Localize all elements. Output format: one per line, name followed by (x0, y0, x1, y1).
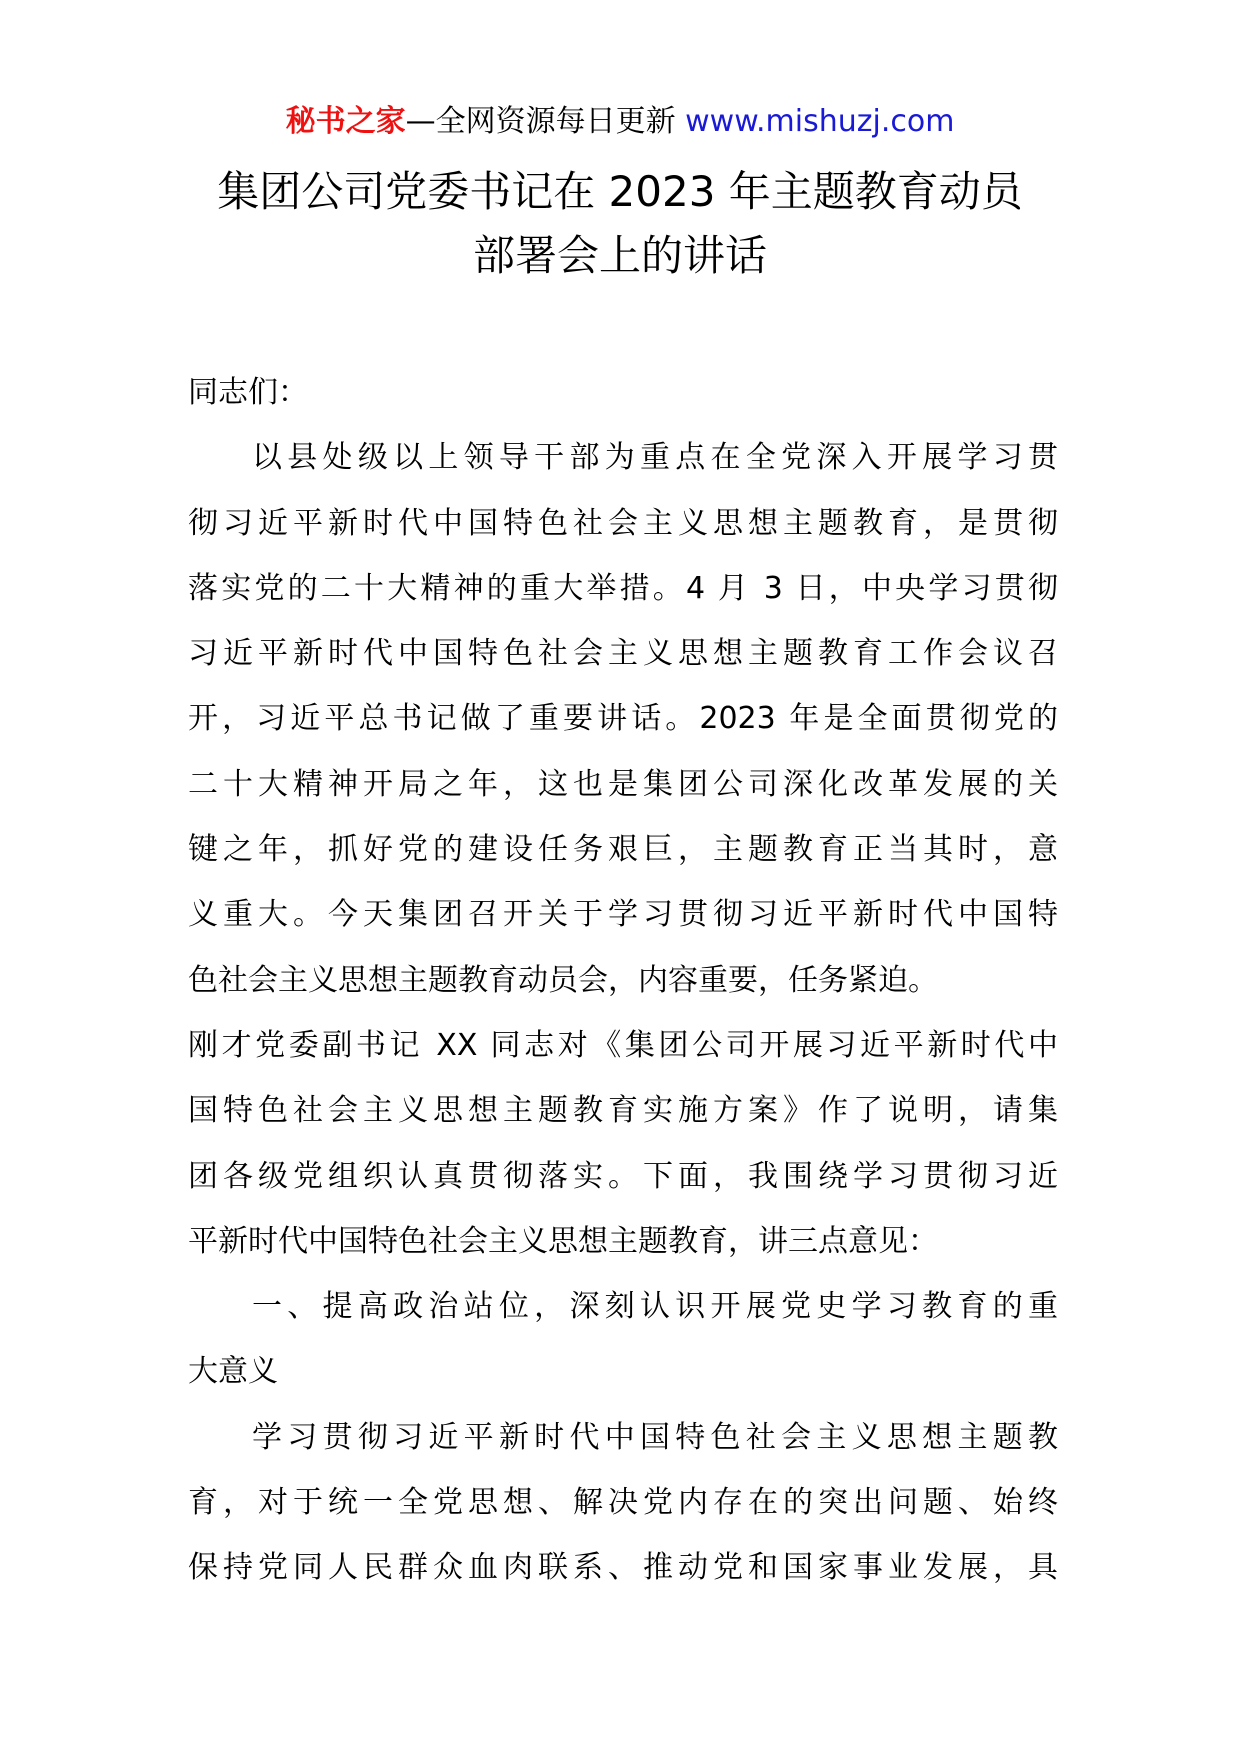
section-heading-line: 大意义 (188, 1354, 278, 1390)
body-line: 平新时代中国特色社会主义思想主题教育，讲三点意见： (188, 1223, 938, 1259)
body-line: 保持党同人民群众血肉联系、推动党和国家事业发展，具 (188, 1550, 1058, 1586)
site-header (0, 100, 1240, 144)
document-body (188, 360, 1058, 1601)
body-line: 育，对于统一全党思想、解决党内存在的突出问题、始终 (188, 1485, 1058, 1521)
salutation: 同志们： (188, 375, 308, 410)
title-line: 部署会上的讲话 (472, 231, 767, 280)
body-line: 开，习近平总书记做了重要讲话。2023 年是全面贯彻党的 (188, 701, 1058, 737)
site-url-link[interactable]: www.mishuzj.com (685, 104, 955, 139)
site-tagline: —全网资源每日更新 (405, 104, 686, 139)
body-line: 色社会主义思想主题教育动员会，内容重要，任务紧迫。 (188, 962, 938, 998)
body-line: 刚才党委副书记 XX 同志对《集团公司开展习近平新时代中 (188, 1027, 1058, 1063)
body-line: 国特色社会主义思想主题教育实施方案》作了说明，请集 (188, 1093, 1058, 1129)
body-line: 二十大精神开局之年，这也是集团公司深化改革发展的关 (188, 766, 1058, 802)
body-line: 义重大。今天集团召开关于学习贯彻习近平新时代中国特 (188, 897, 1058, 933)
section-heading-line: 一、提高政治站位，深刻认识开展党史学习教育的重 (252, 1289, 1058, 1325)
body-line: 落实党的二十大精神的重大举措。4 月 3 日，中央学习贯彻 (188, 570, 1058, 606)
body-line: 彻习近平新时代中国特色社会主义思想主题教育，是贯彻 (188, 505, 1058, 541)
body-line: 团各级党组织认真贯彻落实。下面，我围绕学习贯彻习近 (188, 1158, 1058, 1194)
body-line: 键之年，抓好党的建设任务艰巨，主题教育正当其时，意 (188, 832, 1058, 868)
body-line: 学习贯彻习近平新时代中国特色社会主义思想主题教 (252, 1419, 1058, 1455)
title-line: 集团公司党委书记在 2023 年主题教育动员 (217, 167, 1023, 216)
site-brand: 秘书之家 (285, 104, 406, 139)
body-line: 以县处级以上领导干部为重点在全党深入开展学习贯 (252, 440, 1058, 476)
document-title (150, 160, 1090, 288)
body-line: 习近平新时代中国特色社会主义思想主题教育工作会议召 (188, 636, 1058, 672)
